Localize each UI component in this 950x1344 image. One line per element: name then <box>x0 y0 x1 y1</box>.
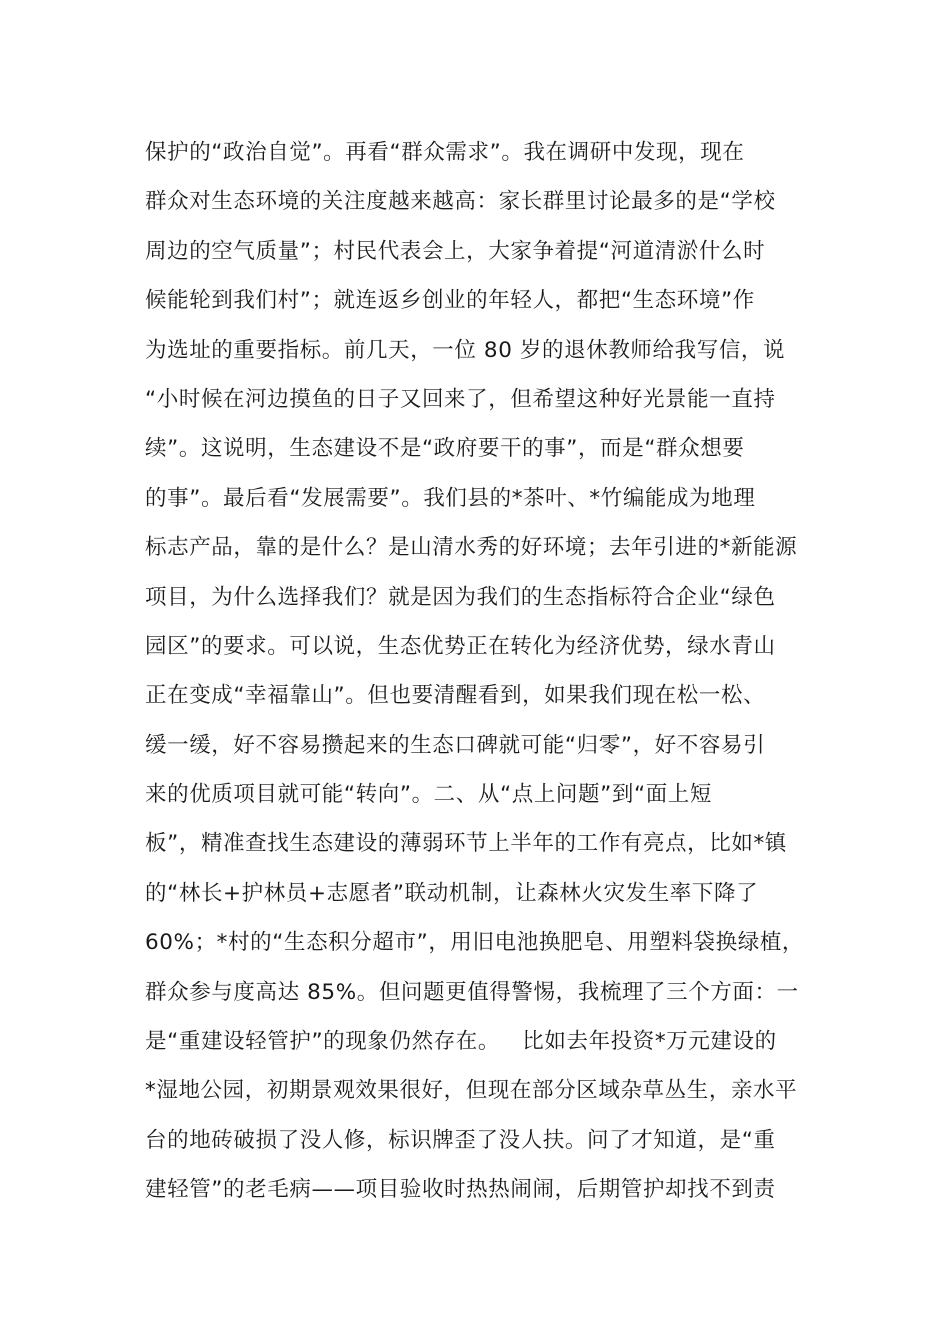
text-line: *湿地公园，初期景观效果很好，但现在部分区域杂草丛生，亲水平 <box>145 1078 798 1104</box>
text-line: 群众参与度高达 85%。但问题更值得警惕，我梳理了三个方面：一 <box>145 979 799 1005</box>
text-line: 是“重建设轻管护”的现象仍然存在。 比如去年投资*万元建设的 <box>145 1029 777 1055</box>
text-line: 群众对生态环境的关注度越来越高：家长群里讨论最多的是“学校 <box>145 189 776 215</box>
text-line: 园区”的要求。可以说，生态优势正在转化为经济优势，绿水青山 <box>145 633 776 659</box>
body-text <box>145 128 835 1215</box>
text-line: 周边的空气质量”；村民代表会上，大家争着提“河道清淤什么时 <box>145 238 766 264</box>
text-line: 来的优质项目就可能“转向”。二、从“点上问题”到“面上短 <box>145 782 712 808</box>
text-line: 板”，精准查找生态建设的薄弱环节上半年的工作有亮点，比如*镇 <box>145 831 787 857</box>
text-line: 为选址的重要指标。前几天，一位 80 岁的退休教师给我写信，说 <box>145 337 786 363</box>
text-line: 项目，为什么选择我们？就是因为我们的生态指标符合企业“绿色 <box>145 584 776 610</box>
text-line: 的“林长+护林员+志愿者”联动机制，让森林火灾发生率下降了 <box>145 880 759 906</box>
text-line: 保护的“政治自觉”。再看“群众需求”。我在调研中发现，现在 <box>145 140 745 165</box>
text-line: 正在变成“幸福靠山”。但也要清醒看到，如果我们现在松一松、 <box>145 683 766 709</box>
text-line: 的事”。最后看“发展需要”。我们县的*茶叶、*竹编能成为地理 <box>145 485 756 511</box>
text-line: 台的地砖破损了没人修，标识牌歪了没人扶。问了才知道，是“重 <box>145 1127 776 1153</box>
text-line: 续”。这说明，生态建设不是“政府要干的事”，而是“群众想要 <box>145 436 745 462</box>
text-line: 标志产品，靠的是什么？是山清水秀的好环境；去年引进的*新能源 <box>145 535 798 561</box>
text-line: “小时候在河边摸鱼的日子又回来了，但希望这种好光景能一直持 <box>145 386 776 412</box>
text-line: 建轻管”的老毛病——项目验收时热热闹闹，后期管护却找不到责 <box>145 1177 776 1203</box>
text-line: 候能轮到我们村”；就连返乡创业的年轻人，都把“生态环境”作 <box>145 288 755 314</box>
text-line: 60%；*村的“生态积分超市”，用旧电池换肥皂、用塑料袋换绿植， <box>145 930 805 956</box>
text-line: 缓一缓，好不容易攒起来的生态口碑就可能“归零”，好不容易引 <box>145 732 766 758</box>
